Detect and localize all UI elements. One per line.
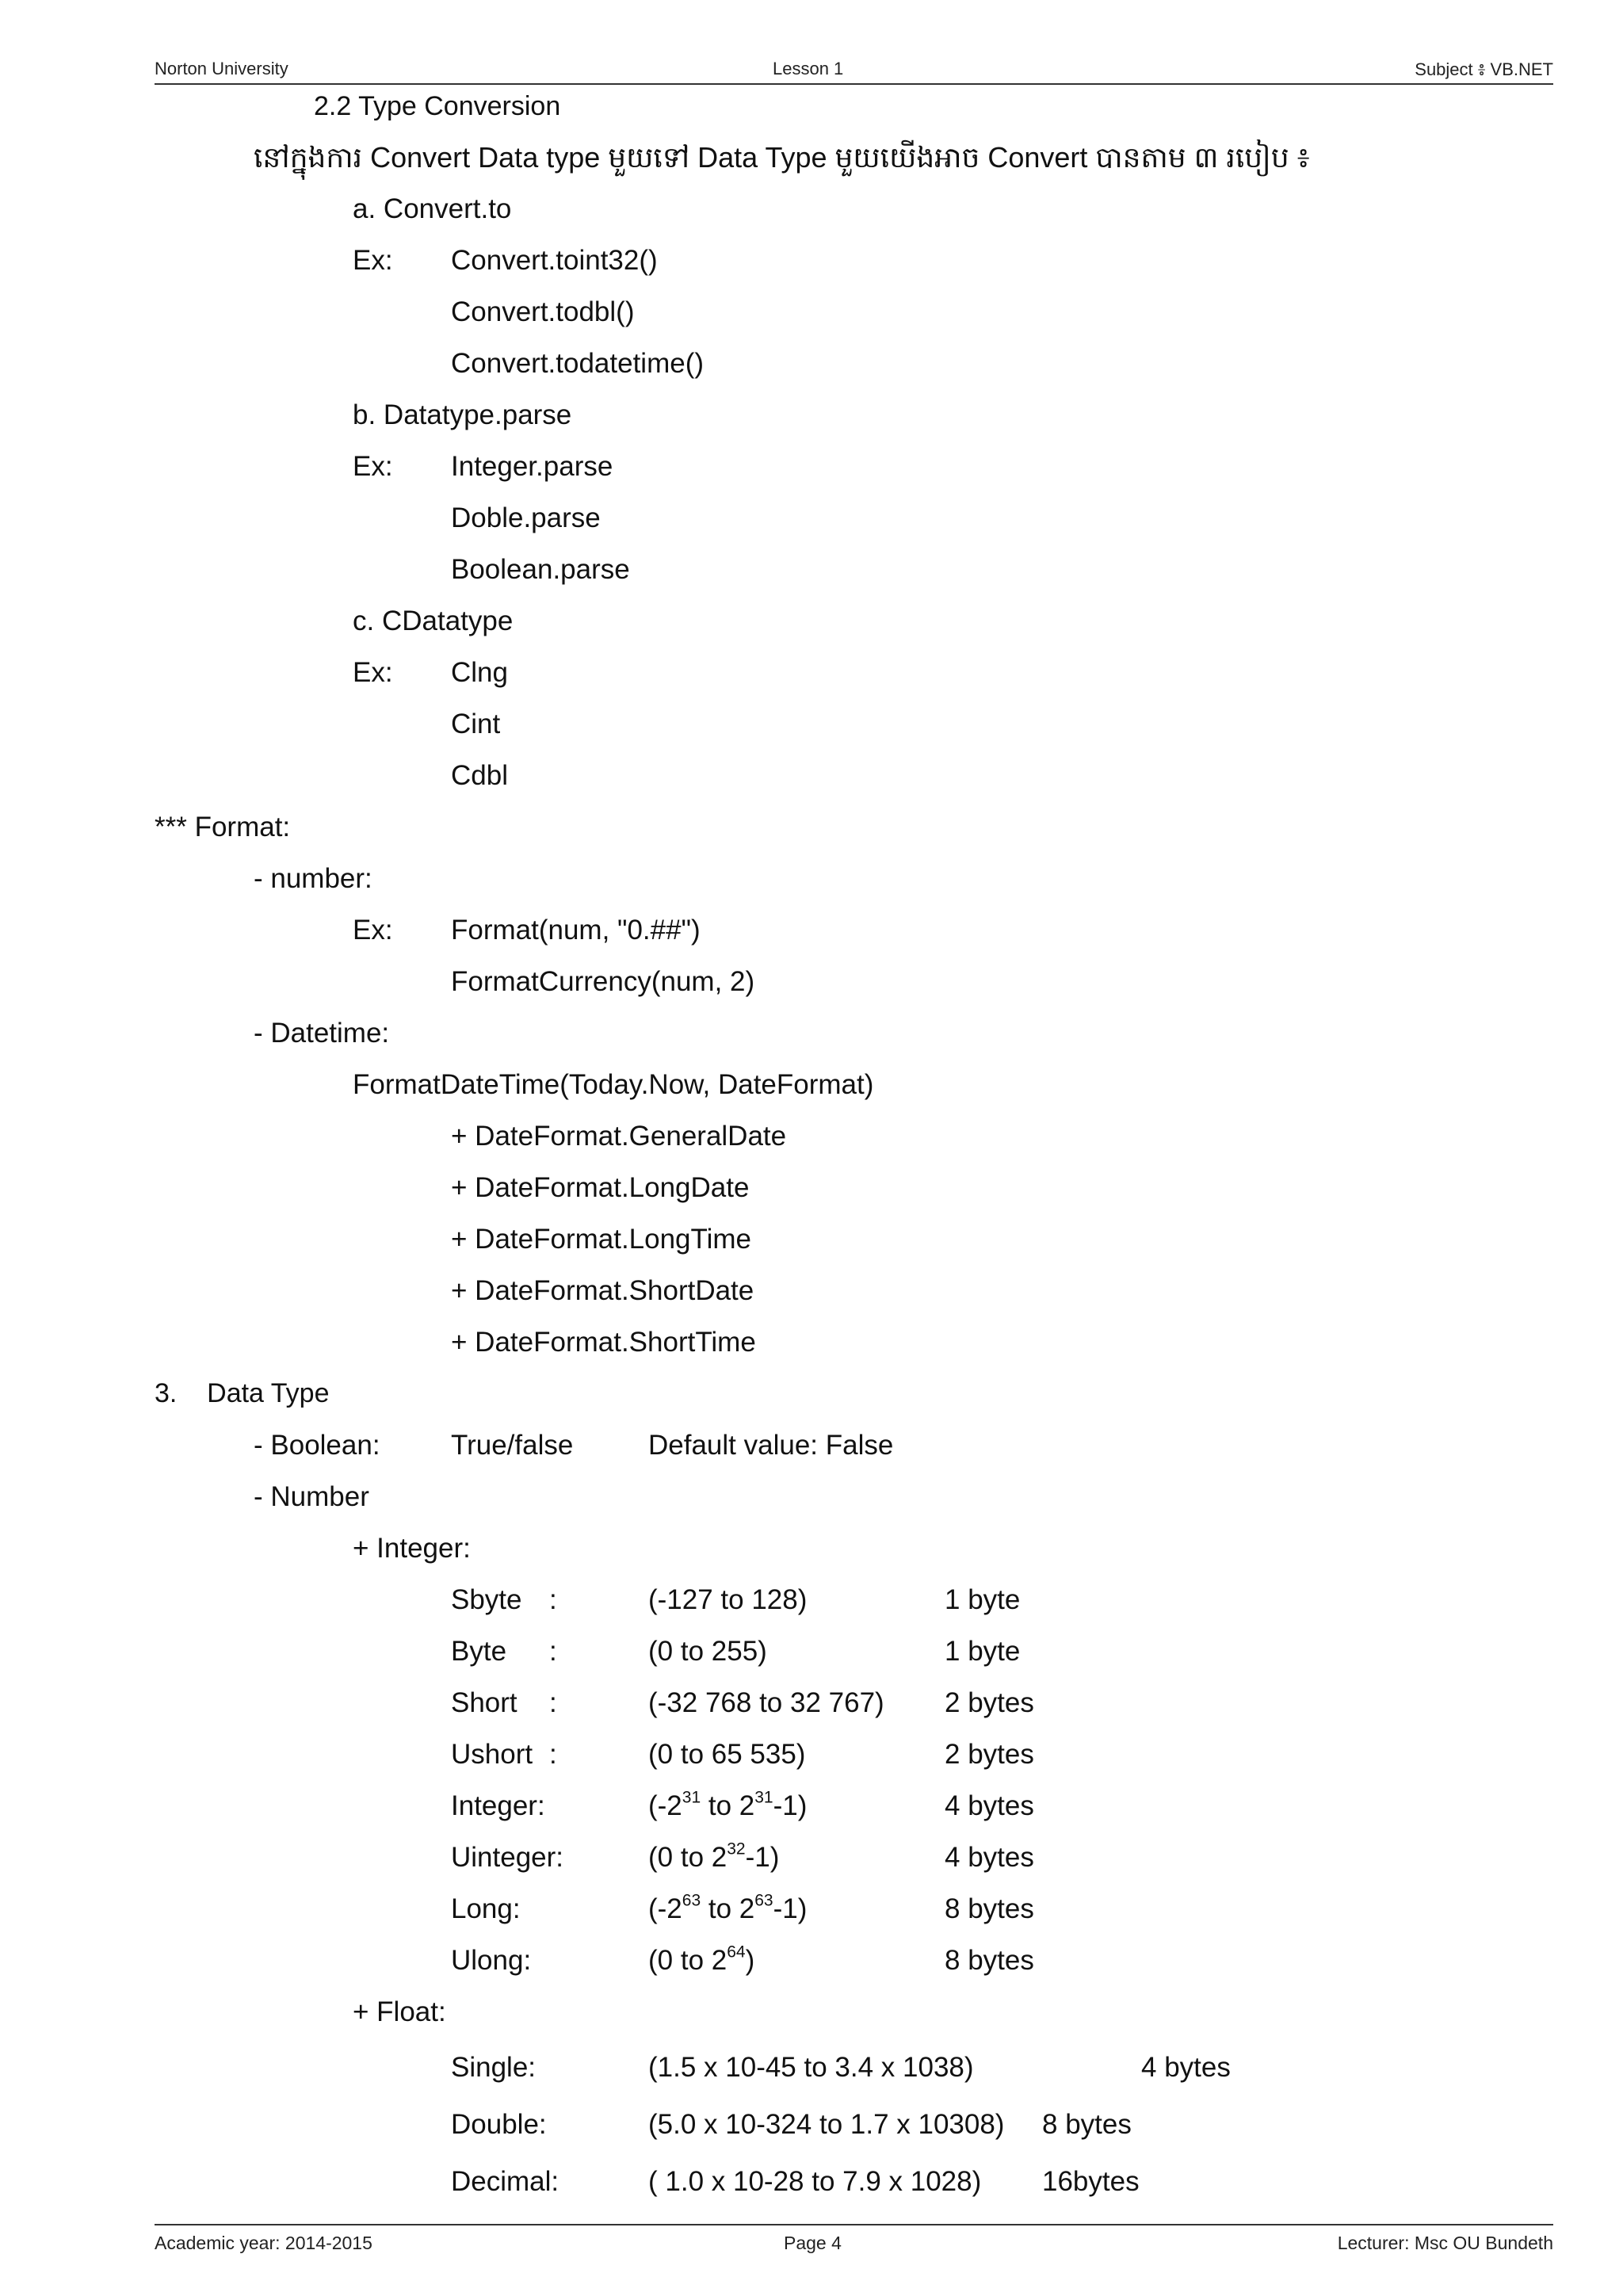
integer-type-colon: : bbox=[549, 1687, 557, 1718]
item-b-example: Boolean.parse bbox=[451, 554, 630, 585]
integer-type-name: Short bbox=[451, 1687, 517, 1718]
integer-type-size: 1 byte bbox=[945, 1636, 1021, 1667]
item-b-example: Doble.parse bbox=[451, 502, 601, 533]
section-title-data-type: 3. Data Type bbox=[155, 1378, 330, 1408]
format-number-example: FormatCurrency(num, 2) bbox=[451, 966, 755, 997]
boolean-label: - Boolean: bbox=[254, 1430, 380, 1461]
item-c-ex: Ex: bbox=[353, 657, 393, 688]
header-center: Lesson 1 bbox=[773, 59, 844, 78]
integer-type-size: 1 byte bbox=[945, 1584, 1021, 1615]
footer-rule bbox=[155, 2224, 1553, 2225]
integer-type-colon: : bbox=[549, 1584, 557, 1615]
float-label: + Float: bbox=[353, 1996, 446, 2027]
item-b-example: Integer.parse bbox=[451, 451, 613, 482]
dateformat-item: + DateFormat.ShortDate bbox=[451, 1275, 754, 1306]
item-a-example: Convert.todatetime() bbox=[451, 348, 705, 379]
item-a-example: Convert.toint32() bbox=[451, 245, 658, 276]
float-type-name: Decimal: bbox=[451, 2166, 559, 2197]
integer-type-name: Long: bbox=[451, 1893, 521, 1924]
float-type-name: Single: bbox=[451, 2052, 537, 2083]
footer-left: Academic year: 2014-2015 bbox=[155, 2233, 372, 2253]
item-c-label: c. CDatatype bbox=[353, 606, 514, 636]
integer-type-size: 8 bytes bbox=[945, 1945, 1034, 1976]
integer-type-size: 2 bytes bbox=[945, 1687, 1034, 1718]
integer-type-size: 2 bytes bbox=[945, 1739, 1034, 1770]
integer-type-size: 8 bytes bbox=[945, 1893, 1034, 1924]
header-rule bbox=[155, 83, 1553, 85]
dateformat-item: + DateFormat.GeneralDate bbox=[451, 1121, 787, 1152]
boolean-values: True/false bbox=[451, 1430, 574, 1461]
dateformat-item: + DateFormat.LongDate bbox=[451, 1172, 750, 1203]
float-type-range: (5.0 x 10-324 to 1.7 x 10308) bbox=[648, 2109, 1005, 2140]
integer-type-name: Ushort bbox=[451, 1739, 533, 1770]
float-type-name: Double: bbox=[451, 2109, 547, 2140]
integer-type-range: (0 to $2^{32}-1$) bbox=[648, 1839, 780, 1873]
footer-page-number: Page 4 bbox=[784, 2233, 842, 2253]
integer-type-name: Uinteger: bbox=[451, 1842, 564, 1873]
format-number-label: - number: bbox=[254, 863, 372, 894]
number-label: - Number bbox=[254, 1481, 369, 1512]
format-datetime-call: FormatDateTime(Today.Now, DateFormat) bbox=[353, 1069, 874, 1100]
item-a-ex: Ex: bbox=[353, 245, 393, 276]
integer-type-range: (-32 768 to 32 767) bbox=[648, 1687, 884, 1718]
integer-type-name: Byte bbox=[451, 1636, 507, 1667]
integer-type-size: 4 bytes bbox=[945, 1842, 1034, 1873]
format-number-example: Format(num, "0.##") bbox=[451, 915, 701, 946]
float-type-size: 16bytes bbox=[1042, 2166, 1140, 2197]
section-title-type-conversion: 2.2 Type Conversion bbox=[314, 91, 561, 121]
integer-type-range: (0 to 255) bbox=[648, 1636, 767, 1667]
integer-type-name: Ulong: bbox=[451, 1945, 532, 1976]
float-type-range: (1.5 x 10-45 to 3.4 x 1038) bbox=[648, 2052, 974, 2083]
item-a-label: a. Convert.to bbox=[353, 193, 512, 224]
format-title: *** Format: bbox=[155, 812, 291, 842]
footer-right: Lecturer: Msc OU Bundeth bbox=[1337, 2233, 1553, 2253]
integer-label: + Integer: bbox=[353, 1533, 471, 1564]
float-type-size: 8 bytes bbox=[1042, 2109, 1132, 2140]
boolean-default: Default value: False bbox=[648, 1430, 894, 1461]
header-right: Subject ៖ VB.NET bbox=[1415, 59, 1553, 79]
item-b-ex: Ex: bbox=[353, 451, 393, 482]
integer-type-range: (-127 to 128) bbox=[648, 1584, 808, 1615]
integer-type-colon: : bbox=[549, 1739, 557, 1770]
item-a-example: Convert.todbl() bbox=[451, 296, 635, 327]
integer-type-range: ($-2^{63}$ to $2^{63}-1$) bbox=[648, 1891, 808, 1924]
item-b-label: b. Datatype.parse bbox=[353, 399, 572, 430]
integer-type-colon: : bbox=[549, 1636, 557, 1667]
integer-type-name: Sbyte bbox=[451, 1584, 522, 1615]
integer-type-name: Integer: bbox=[451, 1790, 545, 1821]
format-datetime-label: - Datetime: bbox=[254, 1018, 390, 1049]
header-left: Norton University bbox=[155, 59, 288, 78]
integer-type-range: ($-2^{31}$ to $2^{31}-1$) bbox=[648, 1788, 808, 1821]
float-type-size: 4 bytes bbox=[1141, 2052, 1231, 2083]
integer-type-range: (0 to $2^{64}$) bbox=[648, 1943, 755, 1976]
item-c-example: Cdbl bbox=[451, 760, 508, 791]
integer-type-size: 4 bytes bbox=[945, 1790, 1034, 1821]
intro-khmer: នៅក្នុងការ Convert Data type មួយទៅ Data Type មួយយើងអាច Convert បានតាម ៣ របៀប ៖ bbox=[254, 141, 1310, 174]
dateformat-item: + DateFormat.LongTime bbox=[451, 1224, 752, 1255]
integer-type-range: (0 to 65 535) bbox=[648, 1739, 806, 1770]
dateformat-item: + DateFormat.ShortTime bbox=[451, 1327, 756, 1358]
item-c-example: Clng bbox=[451, 657, 508, 688]
float-type-range: ( 1.0 x 10-28 to 7.9 x 1028) bbox=[648, 2166, 982, 2197]
format-number-ex: Ex: bbox=[353, 915, 393, 946]
item-c-example: Cint bbox=[451, 709, 501, 739]
